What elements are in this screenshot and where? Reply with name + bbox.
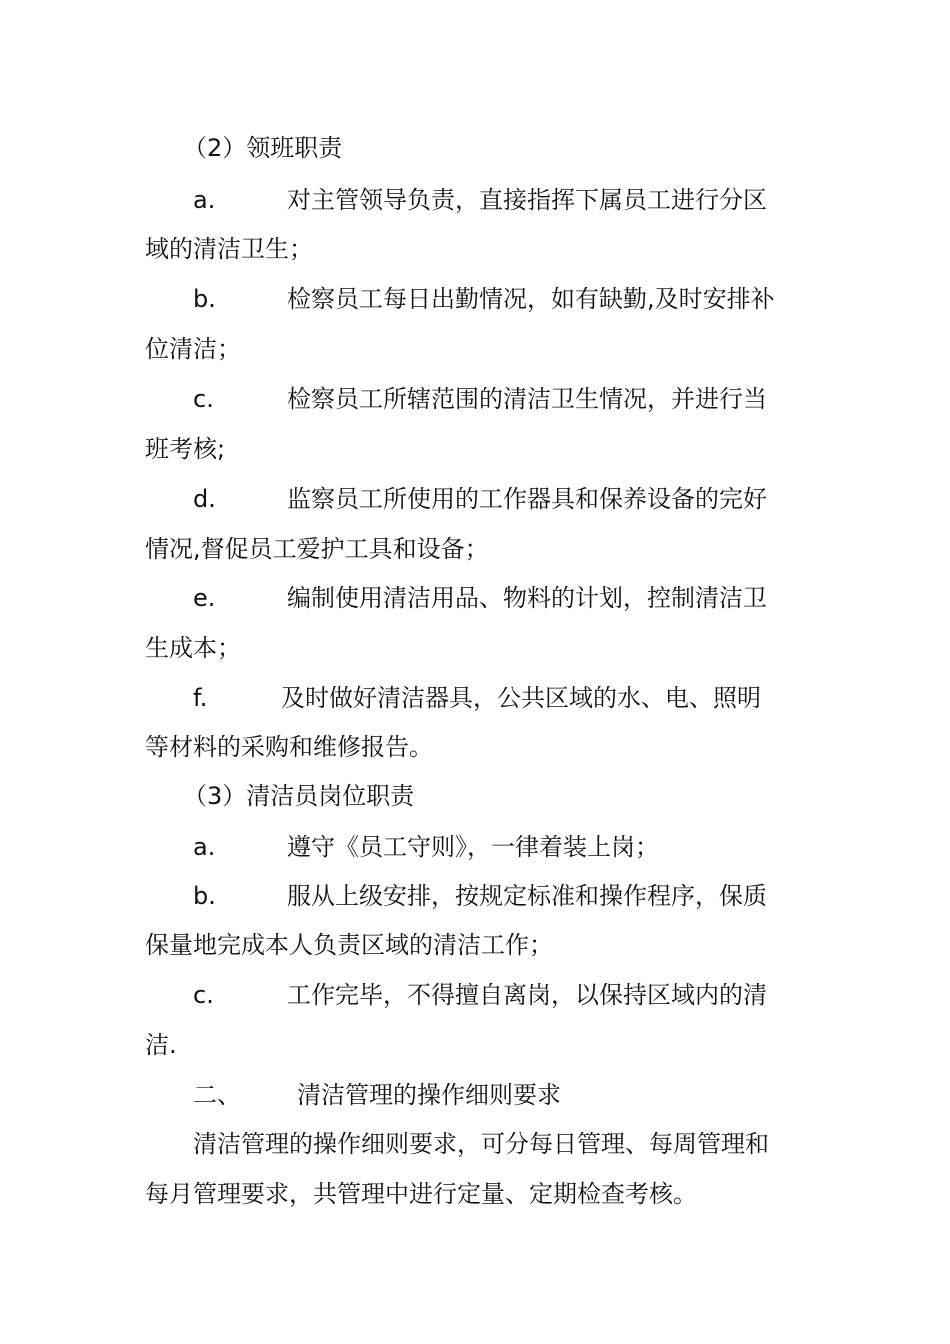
paragraph-line: 每月管理要求，共管理中进行定量、定期检查考核。 [145, 1180, 697, 1208]
list-item-text: 对主管领导负责，直接指挥下属员工进行分区 [287, 186, 767, 214]
section-heading-3: （3）清洁员岗位职责 [183, 782, 415, 810]
list-item-text: 服从上级安排，按规定标准和操作程序，保质 [287, 882, 767, 910]
list-item-continuation: 域的清洁卫生； [145, 235, 313, 263]
list-item-text: 检察员工每日出勤情况，如有缺勤,及时安排补 [287, 285, 775, 313]
list-marker: c. [193, 981, 214, 1009]
list-item-text: 及时做好清洁器具，公共区域的水、电、照明 [281, 684, 761, 712]
list-marker: f. [193, 684, 208, 712]
section-heading-2: （2）领班职责 [183, 134, 343, 162]
list-item-continuation: 位清洁； [145, 335, 241, 363]
list-marker: b. [193, 285, 216, 313]
list-marker: c. [193, 385, 214, 413]
list-item-continuation: 保量地完成本人负责区域的清洁工作； [145, 931, 553, 959]
list-item [0, 975, 950, 1015]
list-item-continuation: 情况,督促员工爱护工具和设备； [145, 535, 489, 563]
list-item-continuation: 等材料的采购和维修报告。 [145, 733, 433, 761]
list-item [0, 827, 950, 867]
part-heading [0, 1075, 950, 1115]
list-item [0, 379, 950, 419]
list-item-text: 监察员工所使用的工作器具和保养设备的完好 [287, 485, 767, 513]
list-item-text: 遵守《员工守则》，一律着装上岗； [287, 833, 659, 861]
list-marker: a. [193, 833, 216, 861]
list-item-continuation: 洁. [145, 1031, 177, 1059]
list-item [0, 180, 950, 220]
list-item [0, 876, 950, 916]
list-item [0, 578, 950, 618]
list-item-continuation: 班考核; [145, 435, 226, 463]
list-item [0, 479, 950, 519]
list-marker: b. [193, 882, 216, 910]
part-number: 二、 [193, 1081, 241, 1109]
paragraph-line: 清洁管理的操作细则要求，可分每日管理、每周管理和 [193, 1130, 769, 1158]
list-item-text: 检察员工所辖范围的清洁卫生情况，并进行当 [287, 385, 767, 413]
list-item-continuation: 生成本； [145, 634, 241, 662]
list-marker: e. [193, 584, 216, 612]
list-marker: a. [193, 186, 216, 214]
part-title: 清洁管理的操作细则要求 [297, 1081, 561, 1109]
list-item [0, 279, 950, 319]
list-item [0, 678, 950, 718]
list-item-text: 编制使用清洁用品、物料的计划，控制清洁卫 [287, 584, 767, 612]
list-item-text: 工作完毕，不得擅自离岗，以保持区域内的清 [287, 981, 767, 1009]
list-marker: d. [193, 485, 216, 513]
